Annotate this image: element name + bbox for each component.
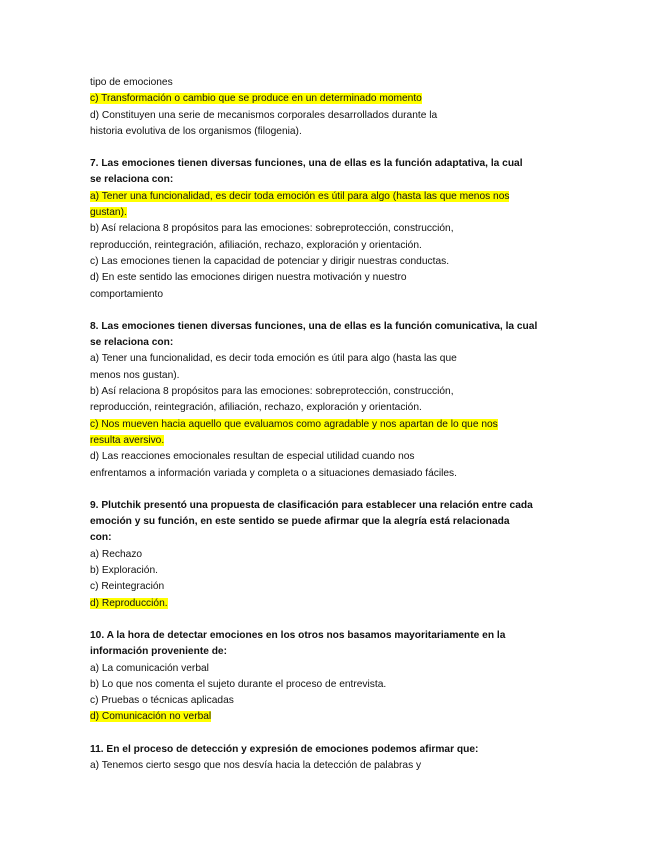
question-text: emoción y su función, en este sentido se puede afirmar que la alegría está relacionada [90,516,510,528]
question-text: con: [90,532,112,544]
answer-option: historia evolutiva de los organismos (filogenia). [90,125,302,137]
document-content [90,75,540,774]
text-line [90,449,540,465]
answer-option: d) Las reacciones emocionales resultan de especial utilidad cuando nos [90,451,415,463]
paragraph-gap [90,140,540,156]
question-text: información proveniente de: [90,646,227,658]
text-line [90,400,540,416]
text-line [90,433,540,449]
question-block [90,156,540,303]
question-text: se relaciona con: [90,174,174,186]
question-text: se relaciona con: [90,337,174,349]
answer-option: enfrentamos a información variada y completa o a situaciones demasiado fáciles. [90,467,457,479]
highlighted-answer: c) Transformación o cambio que se produce en un determinado momento [90,93,422,105]
highlighted-answer: c) Nos mueven hacia aquello que evaluamos como agradable y nos apartan de lo que nos [90,418,498,430]
text-line [90,108,540,124]
answer-option: b) Exploración. [90,565,158,577]
text-line [90,384,540,400]
text-line [90,417,540,433]
text-line [90,205,540,221]
answer-option: c) Reintegración [90,581,165,593]
text-line [90,238,540,254]
text-line [90,628,540,644]
text-line [90,530,540,546]
paragraph-gap [90,612,540,628]
text-line [90,677,540,693]
question-block [90,628,540,726]
question-text: 10. A la hora de detectar emociones en los otros nos basamos mayoritariamente en la [90,629,506,641]
answer-option: a) Tener una funcionalidad, es decir toda emoción es útil para algo (hasta las que [90,353,457,365]
question-block [90,742,540,775]
paragraph-gap [90,303,540,319]
highlighted-answer: d) Reproducción. [90,597,168,609]
text-line [90,75,540,91]
text-line [90,351,540,367]
question-text: 9. Plutchik presentó una propuesta de clasificación para establecer una relación entre cada [90,499,533,511]
text-line [90,156,540,172]
answer-option: a) Tenemos cierto sesgo que nos desvía hacia la detección de palabras y [90,759,422,771]
text-line [90,498,540,514]
text-line [90,221,540,237]
text-line [90,563,540,579]
answer-option: comportamiento [90,288,164,300]
text-line [90,254,540,270]
question-fragment [90,75,540,140]
answer-option: menos nos gustan). [90,369,180,381]
text-line [90,758,540,774]
highlighted-answer: d) Comunicación no verbal [90,711,212,723]
text-line [90,466,540,482]
answer-option: reproducción, reintegración, afiliación, rechazo, exploración y orientación. [90,239,422,251]
answer-option: b) Así relaciona 8 propósitos para las emociones: sobreprotección, construcción, [90,386,454,398]
answer-option: reproducción, reintegración, afiliación, rechazo, exploración y orientación. [90,402,422,414]
paragraph-gap [90,726,540,742]
text-line [90,172,540,188]
paragraph-gap [90,482,540,498]
text-line [90,644,540,660]
text-line [90,189,540,205]
answer-option: b) Lo que nos comenta el sujeto durante el proceso de entrevista. [90,678,387,690]
text-line [90,693,540,709]
text-line [90,596,540,612]
text-line [90,742,540,758]
text-line [90,124,540,140]
answer-option: d) Constituyen una serie de mecanismos corporales desarrollados durante la [90,109,438,121]
text-line [90,287,540,303]
answer-option: a) La comunicación verbal [90,662,209,674]
answer-option: a) Rechazo [90,548,143,560]
answer-option: c) Pruebas o técnicas aplicadas [90,695,234,707]
answer-option: c) Las emociones tienen la capacidad de potenciar y dirigir nuestras conductas. [90,255,450,267]
question-block [90,319,540,482]
text-line [90,91,540,107]
answer-option: tipo de emociones [90,77,173,88]
question-block [90,498,540,612]
text-line [90,709,540,725]
question-text: 11. En el proceso de detección y expresión de emociones podemos afirmar que: [90,743,479,755]
text-line [90,661,540,677]
text-line [90,335,540,351]
highlighted-answer: gustan). [90,207,127,219]
text-line [90,319,540,335]
question-text: 7. Las emociones tienen diversas funciones, una de ellas es la función adaptativa, la cual [90,158,523,170]
answer-option: d) En este sentido las emociones dirigen nuestra motivación y nuestro [90,272,407,284]
text-line [90,514,540,530]
highlighted-answer: a) Tener una funcionalidad, es decir toda emoción es útil para algo (hasta las que menos nos [90,190,510,202]
question-text: 8. Las emociones tienen diversas funciones, una de ellas es la función comunicativa, la cual [90,320,538,332]
text-line [90,579,540,595]
text-line [90,368,540,384]
highlighted-answer: resulta aversivo. [90,434,165,446]
text-line [90,270,540,286]
answer-option: b) Así relaciona 8 propósitos para las emociones: sobreprotección, construcción, [90,223,454,235]
text-line [90,547,540,563]
